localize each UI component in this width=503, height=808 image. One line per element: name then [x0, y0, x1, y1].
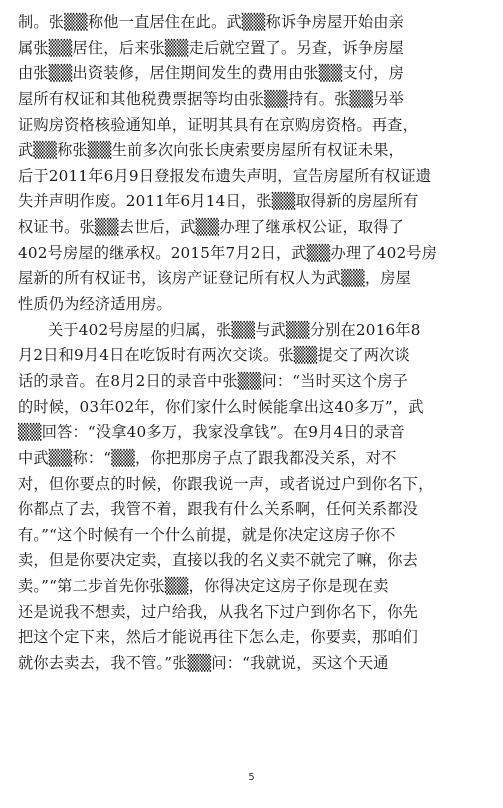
text-line: 把这个定下来，然后才能说再往下怎么走，你要卖，那咱们 — [18, 628, 419, 647]
text-line: 由张▒▒出资装修，居住期间发生的费用由张▒▒支付，房 — [18, 64, 405, 83]
text-line: 权证书。张▒▒去世后，武▒▒办理了继承权公证，取得了 — [18, 218, 405, 237]
text-line: 对，但你要点的时候，你跟我说一声，或者说过户到你名下， — [18, 474, 434, 493]
text-line: 证购房资格核验通知单，证明其具有在京购房资格。再查， — [18, 115, 419, 134]
paragraph-first-line: 关于402号房屋的归属，张▒▒与武▒▒分别在2016年8 — [48, 320, 421, 339]
document-body — [18, 10, 488, 677]
text-line: ▒▒回答：“没拿40多万，我家没拿钱”。在9月4日的录音 — [18, 423, 405, 442]
text-line: 后于2011年6月9日登报发布遗失声明，宣告房屋所有权证遗 — [18, 166, 432, 185]
text-line: 的时候，03年02年，你们家什么时候能拿出这40多万”，武 — [18, 397, 424, 416]
text-line: 中武▒▒称：“▒▒，你把那房子点了跟我都没关系，对不 — [18, 448, 397, 467]
text-line: 武▒▒称张▒▒生前多次向张长庚索要房屋所有权证未果， — [18, 141, 405, 160]
text-line: 卖，但是你要决定卖，直接以我的名义卖不就完了嘛，你去 — [18, 551, 419, 570]
text-line: 失并声明作废。2011年6月14日，张▒▒取得新的房屋所有 — [18, 192, 419, 211]
text-line: 屋所有权证和其他税费票据等均由张▒▒持有。张▒▒另举 — [18, 89, 405, 108]
text-line: 就你去卖去，我不管。”张▒▒问：“我就说，买这个天通 — [18, 654, 389, 673]
text-line: 还是说我不想卖，过户给我，从我名下过户到你名下，你先 — [18, 602, 419, 621]
text-line: 有。”“这个时候有一个什么前提，就是你决定这房子你不 — [18, 525, 396, 544]
text-line: 属张▒▒居住，后来张▒▒走后就空置了。另查，诉争房屋 — [18, 38, 405, 57]
text-line: 话的录音。在8月2日的录音中张▒▒问：“当时买这个房子 — [18, 371, 408, 390]
text-line: 402号房屋的继承权。2015年7月2日，武▒▒办理了402号房 — [18, 243, 438, 262]
text-line: 性质仍为经济适用房。 — [18, 295, 172, 314]
text-line: 你都点了去，我管不着，跟我有什么关系啊，任何关系都没 — [18, 500, 419, 519]
text-line: 屋新的所有权证书，该房产证登记所有权人为武▒▒，房屋 — [18, 269, 412, 288]
text-line: 制。张▒▒称他一直居住在此。武▒▒称诉争房屋开始由亲 — [18, 13, 405, 31]
text-line: 卖。”“第二步首先你张▒▒，你得决定这房子你是现在卖 — [18, 577, 389, 596]
page-number: 5 — [248, 772, 255, 783]
text-line: 月2日和9月4日在吃饭时有两次交谈。张▒▒提交了两次谈 — [18, 346, 410, 365]
